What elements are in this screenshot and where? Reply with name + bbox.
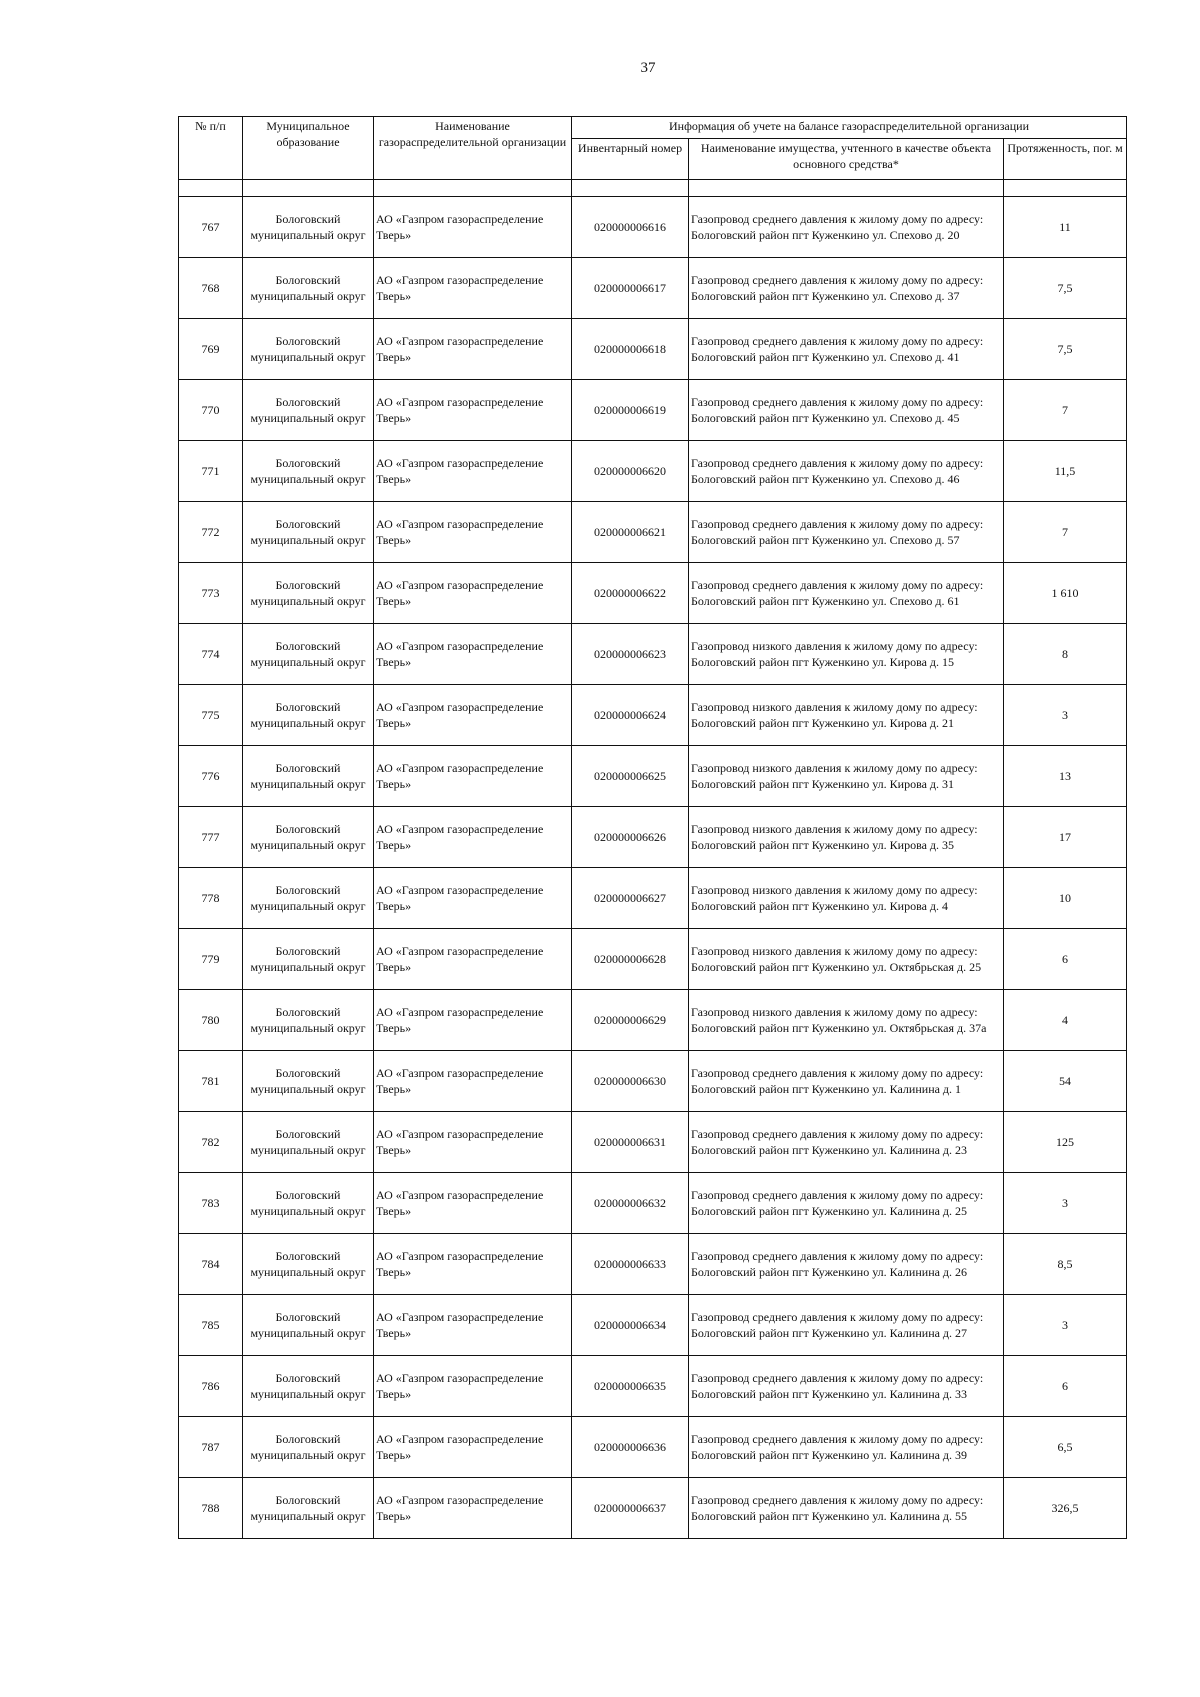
organization-cell: АО «Газпром газораспределение Тверь»: [374, 990, 572, 1051]
organization-cell: АО «Газпром газораспределение Тверь»: [374, 1417, 572, 1478]
property-description-cell: Газопровод среднего давления к жилому дому по адресу: Бологовский район пгт Куженкино ул. Калинина д. 39: [689, 1417, 1004, 1478]
inventory-number-cell: 020000006627: [572, 868, 689, 929]
organization-cell: АО «Газпром газораспределение Тверь»: [374, 1356, 572, 1417]
organization-cell: АО «Газпром газораспределение Тверь»: [374, 197, 572, 258]
inventory-number-cell: 020000006629: [572, 990, 689, 1051]
length-cell: 8: [1004, 624, 1127, 685]
table-row: [179, 868, 1127, 929]
municipality-cell: Бологовский муниципальный округ: [243, 868, 374, 929]
length-cell: 3: [1004, 685, 1127, 746]
row-number: 770: [179, 380, 243, 441]
row-number: 785: [179, 1295, 243, 1356]
property-description-cell: Газопровод среднего давления к жилому дому по адресу: Бологовский район пгт Куженкино ул. Спехово д. 45: [689, 380, 1004, 441]
inventory-number-cell: 020000006632: [572, 1173, 689, 1234]
table-row: [179, 1051, 1127, 1112]
property-description-cell: Газопровод среднего давления к жилому дому по адресу: Бологовский район пгт Куженкино ул. Спехово д. 57: [689, 502, 1004, 563]
length-cell: 10: [1004, 868, 1127, 929]
property-description-cell: Газопровод среднего давления к жилому дому по адресу: Бологовский район пгт Куженкино ул. Калинина д. 25: [689, 1173, 1004, 1234]
inventory-number-cell: 020000006621: [572, 502, 689, 563]
table-row: [179, 380, 1127, 441]
municipality-cell: Бологовский муниципальный округ: [243, 685, 374, 746]
inventory-number-cell: 020000006628: [572, 929, 689, 990]
inventory-number-cell: 020000006624: [572, 685, 689, 746]
organization-cell: АО «Газпром газораспределение Тверь»: [374, 1295, 572, 1356]
table-row: [179, 258, 1127, 319]
property-description-cell: Газопровод низкого давления к жилому дому по адресу: Бологовский район пгт Куженкино ул. Кирова д. 31: [689, 746, 1004, 807]
organization-cell: АО «Газпром газораспределение Тверь»: [374, 685, 572, 746]
row-number: 767: [179, 197, 243, 258]
property-description-cell: Газопровод среднего давления к жилому дому по адресу: Бологовский район пгт Куженкино ул. Калинина д. 27: [689, 1295, 1004, 1356]
row-number: 787: [179, 1417, 243, 1478]
row-number: 774: [179, 624, 243, 685]
row-number: 783: [179, 1173, 243, 1234]
table-row: [179, 685, 1127, 746]
table-row: [179, 1356, 1127, 1417]
table-row: [179, 1173, 1127, 1234]
municipality-cell: Бологовский муниципальный округ: [243, 1417, 374, 1478]
municipality-cell: Бологовский муниципальный округ: [243, 197, 374, 258]
municipality-cell: Бологовский муниципальный округ: [243, 807, 374, 868]
length-cell: 1 610: [1004, 563, 1127, 624]
property-description-cell: Газопровод низкого давления к жилому дому по адресу: Бологовский район пгт Куженкино ул. Кирова д. 21: [689, 685, 1004, 746]
length-cell: 7: [1004, 380, 1127, 441]
inventory-number-cell: 020000006622: [572, 563, 689, 624]
organization-cell: АО «Газпром газораспределение Тверь»: [374, 1112, 572, 1173]
table-row: [179, 1478, 1127, 1539]
inventory-number-cell: 020000006631: [572, 1112, 689, 1173]
header-num: № п/п: [179, 117, 243, 180]
municipality-cell: Бологовский муниципальный округ: [243, 624, 374, 685]
municipality-cell: Бологовский муниципальный округ: [243, 990, 374, 1051]
length-cell: 54: [1004, 1051, 1127, 1112]
property-description-cell: Газопровод низкого давления к жилому дому по адресу: Бологовский район пгт Куженкино ул. Кирова д. 35: [689, 807, 1004, 868]
property-description-cell: Газопровод среднего давления к жилому дому по адресу: Бологовский район пгт Куженкино ул. Калинина д. 1: [689, 1051, 1004, 1112]
inventory-number-cell: 020000006635: [572, 1356, 689, 1417]
property-description-cell: Газопровод среднего давления к жилому дому по адресу: Бологовский район пгт Куженкино ул. Калинина д. 23: [689, 1112, 1004, 1173]
row-number: 780: [179, 990, 243, 1051]
property-description-cell: Газопровод среднего давления к жилому дому по адресу: Бологовский район пгт Куженкино ул. Калинина д. 55: [689, 1478, 1004, 1539]
municipality-cell: Бологовский муниципальный округ: [243, 502, 374, 563]
row-number: 784: [179, 1234, 243, 1295]
table-row: [179, 807, 1127, 868]
organization-cell: АО «Газпром газораспределение Тверь»: [374, 1173, 572, 1234]
length-cell: 11: [1004, 197, 1127, 258]
row-number: 778: [179, 868, 243, 929]
property-description-cell: Газопровод низкого давления к жилому дому по адресу: Бологовский район пгт Куженкино ул. Кирова д. 4: [689, 868, 1004, 929]
organization-cell: АО «Газпром газораспределение Тверь»: [374, 746, 572, 807]
row-number: 779: [179, 929, 243, 990]
organization-cell: АО «Газпром газораспределение Тверь»: [374, 929, 572, 990]
table-row: [179, 990, 1127, 1051]
length-cell: 7: [1004, 502, 1127, 563]
length-cell: 17: [1004, 807, 1127, 868]
header-length: Протяженность, пог. м: [1004, 139, 1127, 180]
header-spacer-row: [179, 180, 1127, 197]
municipality-cell: Бологовский муниципальный округ: [243, 746, 374, 807]
length-cell: 11,5: [1004, 441, 1127, 502]
property-description-cell: Газопровод среднего давления к жилому дому по адресу: Бологовский район пгт Куженкино ул. Спехово д. 41: [689, 319, 1004, 380]
inventory-number-cell: 020000006637: [572, 1478, 689, 1539]
property-description-cell: Газопровод низкого давления к жилому дому по адресу: Бологовский район пгт Куженкино ул. Октябрьская д. 37а: [689, 990, 1004, 1051]
length-cell: 7,5: [1004, 319, 1127, 380]
property-description-cell: Газопровод низкого давления к жилому дому по адресу: Бологовский район пгт Куженкино ул. Кирова д. 15: [689, 624, 1004, 685]
row-number: 768: [179, 258, 243, 319]
municipality-cell: Бологовский муниципальный округ: [243, 1356, 374, 1417]
length-cell: 6,5: [1004, 1417, 1127, 1478]
row-number: 773: [179, 563, 243, 624]
length-cell: 4: [1004, 990, 1127, 1051]
header-organization: Наименование газораспределительной организации: [374, 117, 572, 180]
inventory-number-cell: 020000006619: [572, 380, 689, 441]
table-row: [179, 1295, 1127, 1356]
row-number: 782: [179, 1112, 243, 1173]
header-balance-info: Информация об учете на балансе газораспределительной организации: [572, 117, 1127, 139]
inventory-number-cell: 020000006625: [572, 746, 689, 807]
row-number: 771: [179, 441, 243, 502]
length-cell: 7,5: [1004, 258, 1127, 319]
length-cell: 13: [1004, 746, 1127, 807]
municipality-cell: Бологовский муниципальный округ: [243, 1051, 374, 1112]
table-row: [179, 1112, 1127, 1173]
inventory-number-cell: 020000006634: [572, 1295, 689, 1356]
municipality-cell: Бологовский муниципальный округ: [243, 258, 374, 319]
inventory-number-cell: 020000006623: [572, 624, 689, 685]
table-header: [179, 117, 1127, 197]
length-cell: 8,5: [1004, 1234, 1127, 1295]
row-number: 781: [179, 1051, 243, 1112]
inventory-number-cell: 020000006618: [572, 319, 689, 380]
header-property-name: Наименование имущества, учтенного в качестве объекта основного средства*: [689, 139, 1004, 180]
municipality-cell: Бологовский муниципальный округ: [243, 1234, 374, 1295]
length-cell: 3: [1004, 1295, 1127, 1356]
inventory-number-cell: 020000006616: [572, 197, 689, 258]
header-inventory-number: Инвентарный номер: [572, 139, 689, 180]
header-municipality: Муниципальное образование: [243, 117, 374, 180]
length-cell: 6: [1004, 929, 1127, 990]
table-body: [179, 197, 1127, 1539]
municipality-cell: Бологовский муниципальный округ: [243, 1112, 374, 1173]
row-number: 769: [179, 319, 243, 380]
municipality-cell: Бологовский муниципальный округ: [243, 441, 374, 502]
length-cell: 6: [1004, 1356, 1127, 1417]
length-cell: 326,5: [1004, 1478, 1127, 1539]
table-row: [179, 563, 1127, 624]
row-number: 777: [179, 807, 243, 868]
organization-cell: АО «Газпром газораспределение Тверь»: [374, 624, 572, 685]
table-row: [179, 1417, 1127, 1478]
property-description-cell: Газопровод среднего давления к жилому дому по адресу: Бологовский район пгт Куженкино ул. Спехово д. 20: [689, 197, 1004, 258]
row-number: 772: [179, 502, 243, 563]
organization-cell: АО «Газпром газораспределение Тверь»: [374, 502, 572, 563]
inventory-number-cell: 020000006620: [572, 441, 689, 502]
organization-cell: АО «Газпром газораспределение Тверь»: [374, 868, 572, 929]
table-row: [179, 319, 1127, 380]
property-description-cell: Газопровод среднего давления к жилому дому по адресу: Бологовский район пгт Куженкино ул. Спехово д. 37: [689, 258, 1004, 319]
inventory-number-cell: 020000006633: [572, 1234, 689, 1295]
organization-cell: АО «Газпром газораспределение Тверь»: [374, 1478, 572, 1539]
page-number: 37: [640, 60, 656, 76]
organization-cell: АО «Газпром газораспределение Тверь»: [374, 380, 572, 441]
row-number: 776: [179, 746, 243, 807]
inventory-number-cell: 020000006630: [572, 1051, 689, 1112]
row-number: 786: [179, 1356, 243, 1417]
table-row: [179, 197, 1127, 258]
row-number: 775: [179, 685, 243, 746]
property-description-cell: Газопровод среднего давления к жилому дому по адресу: Бологовский район пгт Куженкино ул. Спехово д. 46: [689, 441, 1004, 502]
row-number: 788: [179, 1478, 243, 1539]
length-cell: 3: [1004, 1173, 1127, 1234]
municipality-cell: Бологовский муниципальный округ: [243, 563, 374, 624]
table-row: [179, 746, 1127, 807]
organization-cell: АО «Газпром газораспределение Тверь»: [374, 563, 572, 624]
table-row: [179, 929, 1127, 990]
table-row: [179, 441, 1127, 502]
property-description-cell: Газопровод среднего давления к жилому дому по адресу: Бологовский район пгт Куженкино ул. Калинина д. 26: [689, 1234, 1004, 1295]
property-description-cell: Газопровод низкого давления к жилому дому по адресу: Бологовский район пгт Куженкино ул. Октябрьская д. 25: [689, 929, 1004, 990]
organization-cell: АО «Газпром газораспределение Тверь»: [374, 258, 572, 319]
municipality-cell: Бологовский муниципальный округ: [243, 1173, 374, 1234]
length-cell: 125: [1004, 1112, 1127, 1173]
organization-cell: АО «Газпром газораспределение Тверь»: [374, 319, 572, 380]
municipality-cell: Бологовский муниципальный округ: [243, 1295, 374, 1356]
table-row: [179, 502, 1127, 563]
property-description-cell: Газопровод среднего давления к жилому дому по адресу: Бологовский район пгт Куженкино ул. Спехово д. 61: [689, 563, 1004, 624]
inventory-number-cell: 020000006636: [572, 1417, 689, 1478]
municipality-cell: Бологовский муниципальный округ: [243, 929, 374, 990]
gas-pipeline-register-table: [178, 116, 1127, 1539]
inventory-number-cell: 020000006626: [572, 807, 689, 868]
table-row: [179, 1234, 1127, 1295]
table-row: [179, 624, 1127, 685]
municipality-cell: Бологовский муниципальный округ: [243, 380, 374, 441]
municipality-cell: Бологовский муниципальный округ: [243, 319, 374, 380]
organization-cell: АО «Газпром газораспределение Тверь»: [374, 1051, 572, 1112]
property-description-cell: Газопровод среднего давления к жилому дому по адресу: Бологовский район пгт Куженкино ул. Калинина д. 33: [689, 1356, 1004, 1417]
organization-cell: АО «Газпром газораспределение Тверь»: [374, 441, 572, 502]
municipality-cell: Бологовский муниципальный округ: [243, 1478, 374, 1539]
organization-cell: АО «Газпром газораспределение Тверь»: [374, 807, 572, 868]
inventory-number-cell: 020000006617: [572, 258, 689, 319]
organization-cell: АО «Газпром газораспределение Тверь»: [374, 1234, 572, 1295]
